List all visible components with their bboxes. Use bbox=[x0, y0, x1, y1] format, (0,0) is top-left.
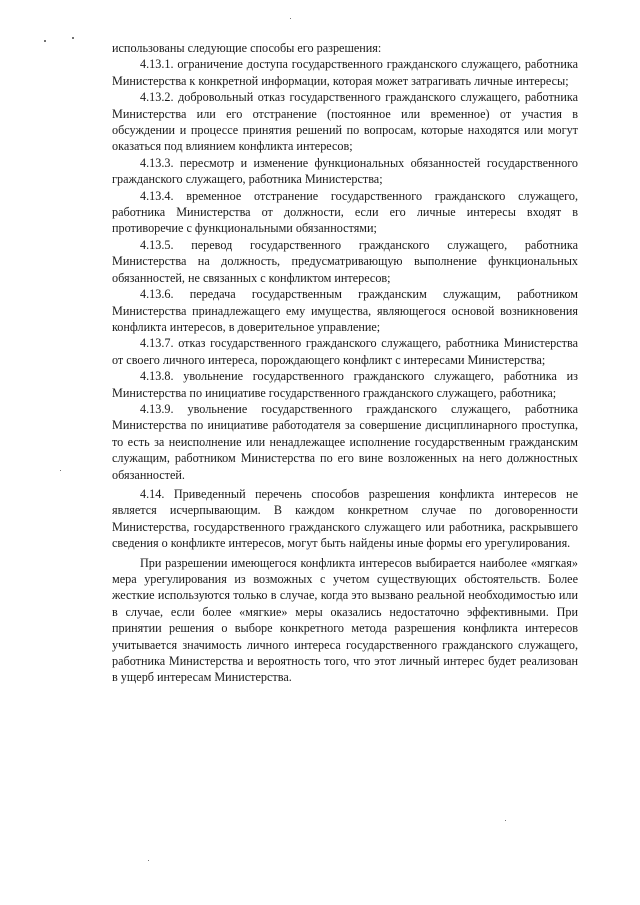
scan-speck bbox=[60, 470, 61, 471]
paragraph-4-13-7: 4.13.7. отказ государственного гражданского служащего, работника Министерства от своего личного интереса, порождающего конфликт с интересами Министерства; bbox=[112, 336, 578, 367]
scan-speck bbox=[505, 820, 506, 821]
scan-speck bbox=[148, 860, 149, 861]
scan-speck bbox=[44, 40, 46, 42]
paragraph-4-13-5: 4.13.5. перевод государственного гражданского служащего, работника Министерства на должность, предусматривающую выполнение функциональных обязанностей, не связанных с конфликтом интересов; bbox=[112, 237, 578, 285]
paragraph-4-13-1: 4.13.1. ограничение доступа государственного гражданского служащего, работника Министерства к конкретной информации, которая может затрагивать личные интересы; bbox=[112, 57, 578, 88]
paragraph-4-13-9: 4.13.9. увольнение государственного гражданского служащего, работника Министерства по инициативе работодателя за совершение дисциплинарного проступка, то есть за неисполнение или ненадлежащее исполнение государственным гражданским служащим, работником Министерства по его вине возложенных на него должностных обязанностей. bbox=[112, 401, 578, 482]
paragraph-resolution: При разрешении имеющегося конфликта интересов выбирается наиболее «мягкая» мера урегулирования из возможных с учетом существующих обстоятельств. Более жесткие используются только в случае, когда это вызвано реальной необходимостью или в случае, если более «мягкие» меры оказались недостаточно эффективными. При принятии решения о выборе конкретного метода разрешения конфликта интересов учитывается значимость личного интереса государственного гражданского служащего, работника Министерства и вероятность того, что этот личный интерес будет реализован в ущерб интересам Министерства. bbox=[112, 555, 578, 685]
paragraph-4-13-8: 4.13.8. увольнение государственного гражданского служащего, работника из Министерства по инициативе государственного гражданского служащего, работника; bbox=[112, 369, 578, 400]
paragraph-4-13-6: 4.13.6. передача государственным гражданским служащим, работником Министерства принадлежащего ему имущества, являющегося основой возникновения конфликта интересов, в доверительное управление; bbox=[112, 287, 578, 334]
paragraph-4-13-4: 4.13.4. временное отстранение государственного гражданского служащего, работника Министерства от должности, если его личные интересы входят в противоречие с функциональными обязанностями; bbox=[112, 188, 578, 236]
scan-speck bbox=[72, 37, 74, 39]
paragraph-intro: использованы следующие способы его разрешения: bbox=[112, 41, 382, 55]
paragraph-4-14: 4.14. Приведенный перечень способов разрешения конфликта интересов не является исчерпывающим. В каждом конкретном случае по договоренности Министерства, государственного гражданского служащего или работника, раскрывшего сведения о конфликте интересов, могут быть найдены иные формы его урегулирования. bbox=[112, 486, 578, 551]
document-page bbox=[112, 40, 578, 686]
scan-speck bbox=[290, 18, 291, 19]
paragraph-4-13-2: 4.13.2. добровольный отказ государственного гражданского служащего, работника Министерства или его отстранение (постоянное или временное) от участия в обсуждении и процессе принятия решений по вопросам, которые находятся или могут оказаться под влиянием конфликта интересов; bbox=[112, 90, 578, 154]
paragraph-4-13-3: 4.13.3. пересмотр и изменение функциональных обязанностей государственного гражданского служащего, работника Министерства; bbox=[112, 155, 578, 187]
